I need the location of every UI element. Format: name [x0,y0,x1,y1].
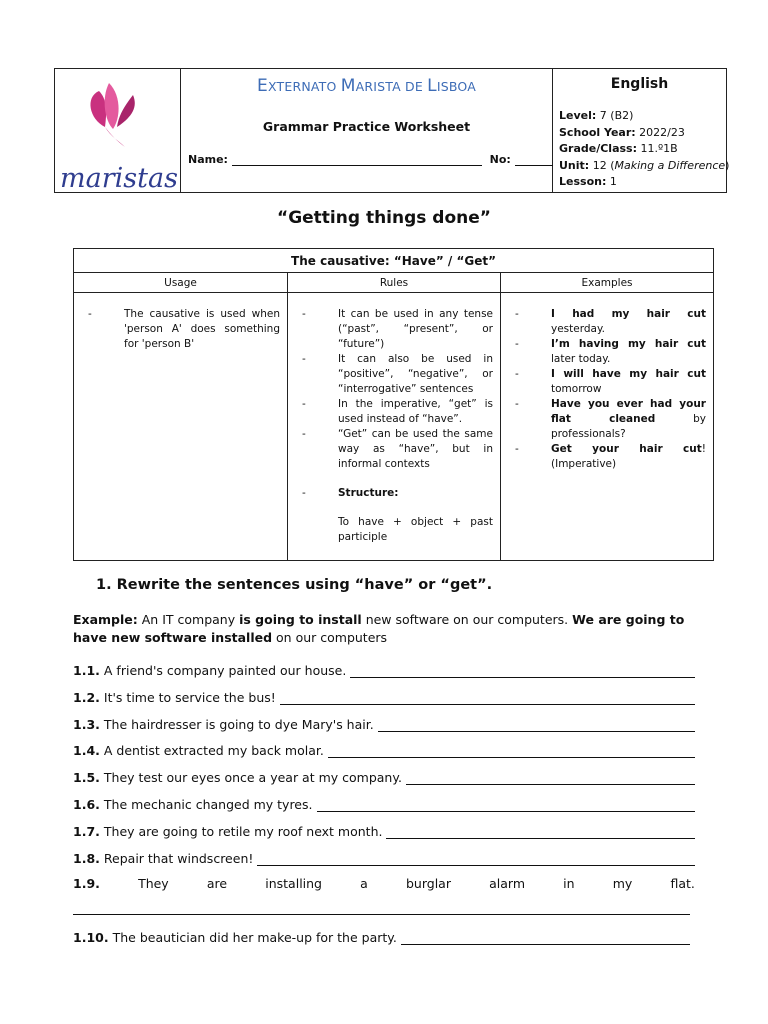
example-item: - Have you ever had your flat cleaned by professionals? [509,397,706,442]
answer-blank[interactable] [317,800,696,812]
school-name: EXTERNATO MARISTA DE LISBOA [257,76,476,96]
exercise-item-10: 1.10. The beautician did her make-up for the party. [73,930,690,945]
exercise-item-9: 1.9. They are installing a burglar alarm in my flat. [73,876,695,891]
rules-cell [288,293,501,561]
course-info [559,108,729,191]
rule-item: - In the imperative, “get” is used instead of “have”. [296,397,493,427]
exercise-item: 1.8. Repair that windscreen! [73,851,695,866]
rule-item: - It can be used in any tense (“past”, “present”, or “future”) [296,307,493,352]
level-row: Level: 7 (B2) [559,109,634,122]
table-caption: The causative: “Have” / “Get” [74,249,714,273]
structure-formula: To have + object + past participle [338,516,493,543]
exercise-item: 1.2. It's time to service the bus! [73,690,695,705]
exercise-item: 1.1. A friend's company painted our house. [73,663,695,678]
answer-blank[interactable] [406,773,695,785]
rule-item: - “Get” can be used the same way as “have”, but in informal contexts [296,427,493,472]
structure-label: - Structure: [296,486,493,501]
exercise-item: 1.4. A dentist extracted my back molar. [73,743,695,758]
lesson-row: Lesson: 1 [559,175,617,188]
answer-blank[interactable] [257,854,695,866]
answer-blank[interactable] [386,827,695,839]
exercise-heading: 1. Rewrite the sentences using “have” or “get”. [96,577,493,593]
column-header-rules: Rules [288,273,501,293]
causative-table [73,248,714,561]
number-label: No: [489,153,511,166]
usage-item: - The causative is used when 'person A' does something for 'person B' [82,307,280,352]
answer-blank[interactable] [378,720,695,732]
example-item: - I had my hair cut yesterday. [509,307,706,337]
examples-cell [501,293,714,561]
rule-item: - It can also be used in “positive”, “negative”, or “interrogative” sentences [296,352,493,397]
exercise-item: 1.7. They are going to retile my roof next month. [73,824,695,839]
number-blank[interactable] [515,156,553,166]
column-header-usage: Usage [74,273,288,293]
name-blank[interactable] [232,156,482,166]
column-header-examples: Examples [501,273,714,293]
header-center [181,69,553,192]
answer-blank[interactable] [280,693,695,705]
grade-row: Grade/Class: 11.º1B [559,142,678,155]
name-field[interactable] [188,153,553,166]
worksheet-header [54,68,730,194]
exercise-item: 1.5. They test our eyes once a year at my company. [73,770,695,785]
answer-blank[interactable] [328,746,695,758]
school-logo [55,69,181,192]
exercise-item: 1.3. The hairdresser is going to dye Mary's hair. [73,717,695,732]
worked-example: Example: An IT company is going to install new software on our computers. We are going to have new software installed on our computers [73,612,685,645]
usage-cell [74,293,288,561]
answer-blank[interactable] [401,933,690,945]
exercise-item: 1.6. The mechanic changed my tyres. [73,797,695,812]
example-item: - I’m having my hair cut later today. [509,337,706,367]
school-year-row: School Year: 2022/23 [559,125,685,139]
answer-blank[interactable] [350,666,695,678]
maristas-logo-icon [55,69,181,194]
unit-row: Unit: 12 (Making a Difference) [559,158,730,172]
example-item: - I will have my hair cut tomorrow [509,367,706,397]
header-info [553,69,730,192]
name-label: Name: [188,153,228,166]
worksheet-title: Grammar Practice Worksheet [262,119,471,134]
answer-blank[interactable] [73,903,690,915]
logo-wordmark: maristas [60,163,178,194]
example-item: - Get your hair cut! (Imperative) [509,442,706,472]
subject-title: English [610,76,669,92]
page-title: “Getting things done” [277,208,491,228]
